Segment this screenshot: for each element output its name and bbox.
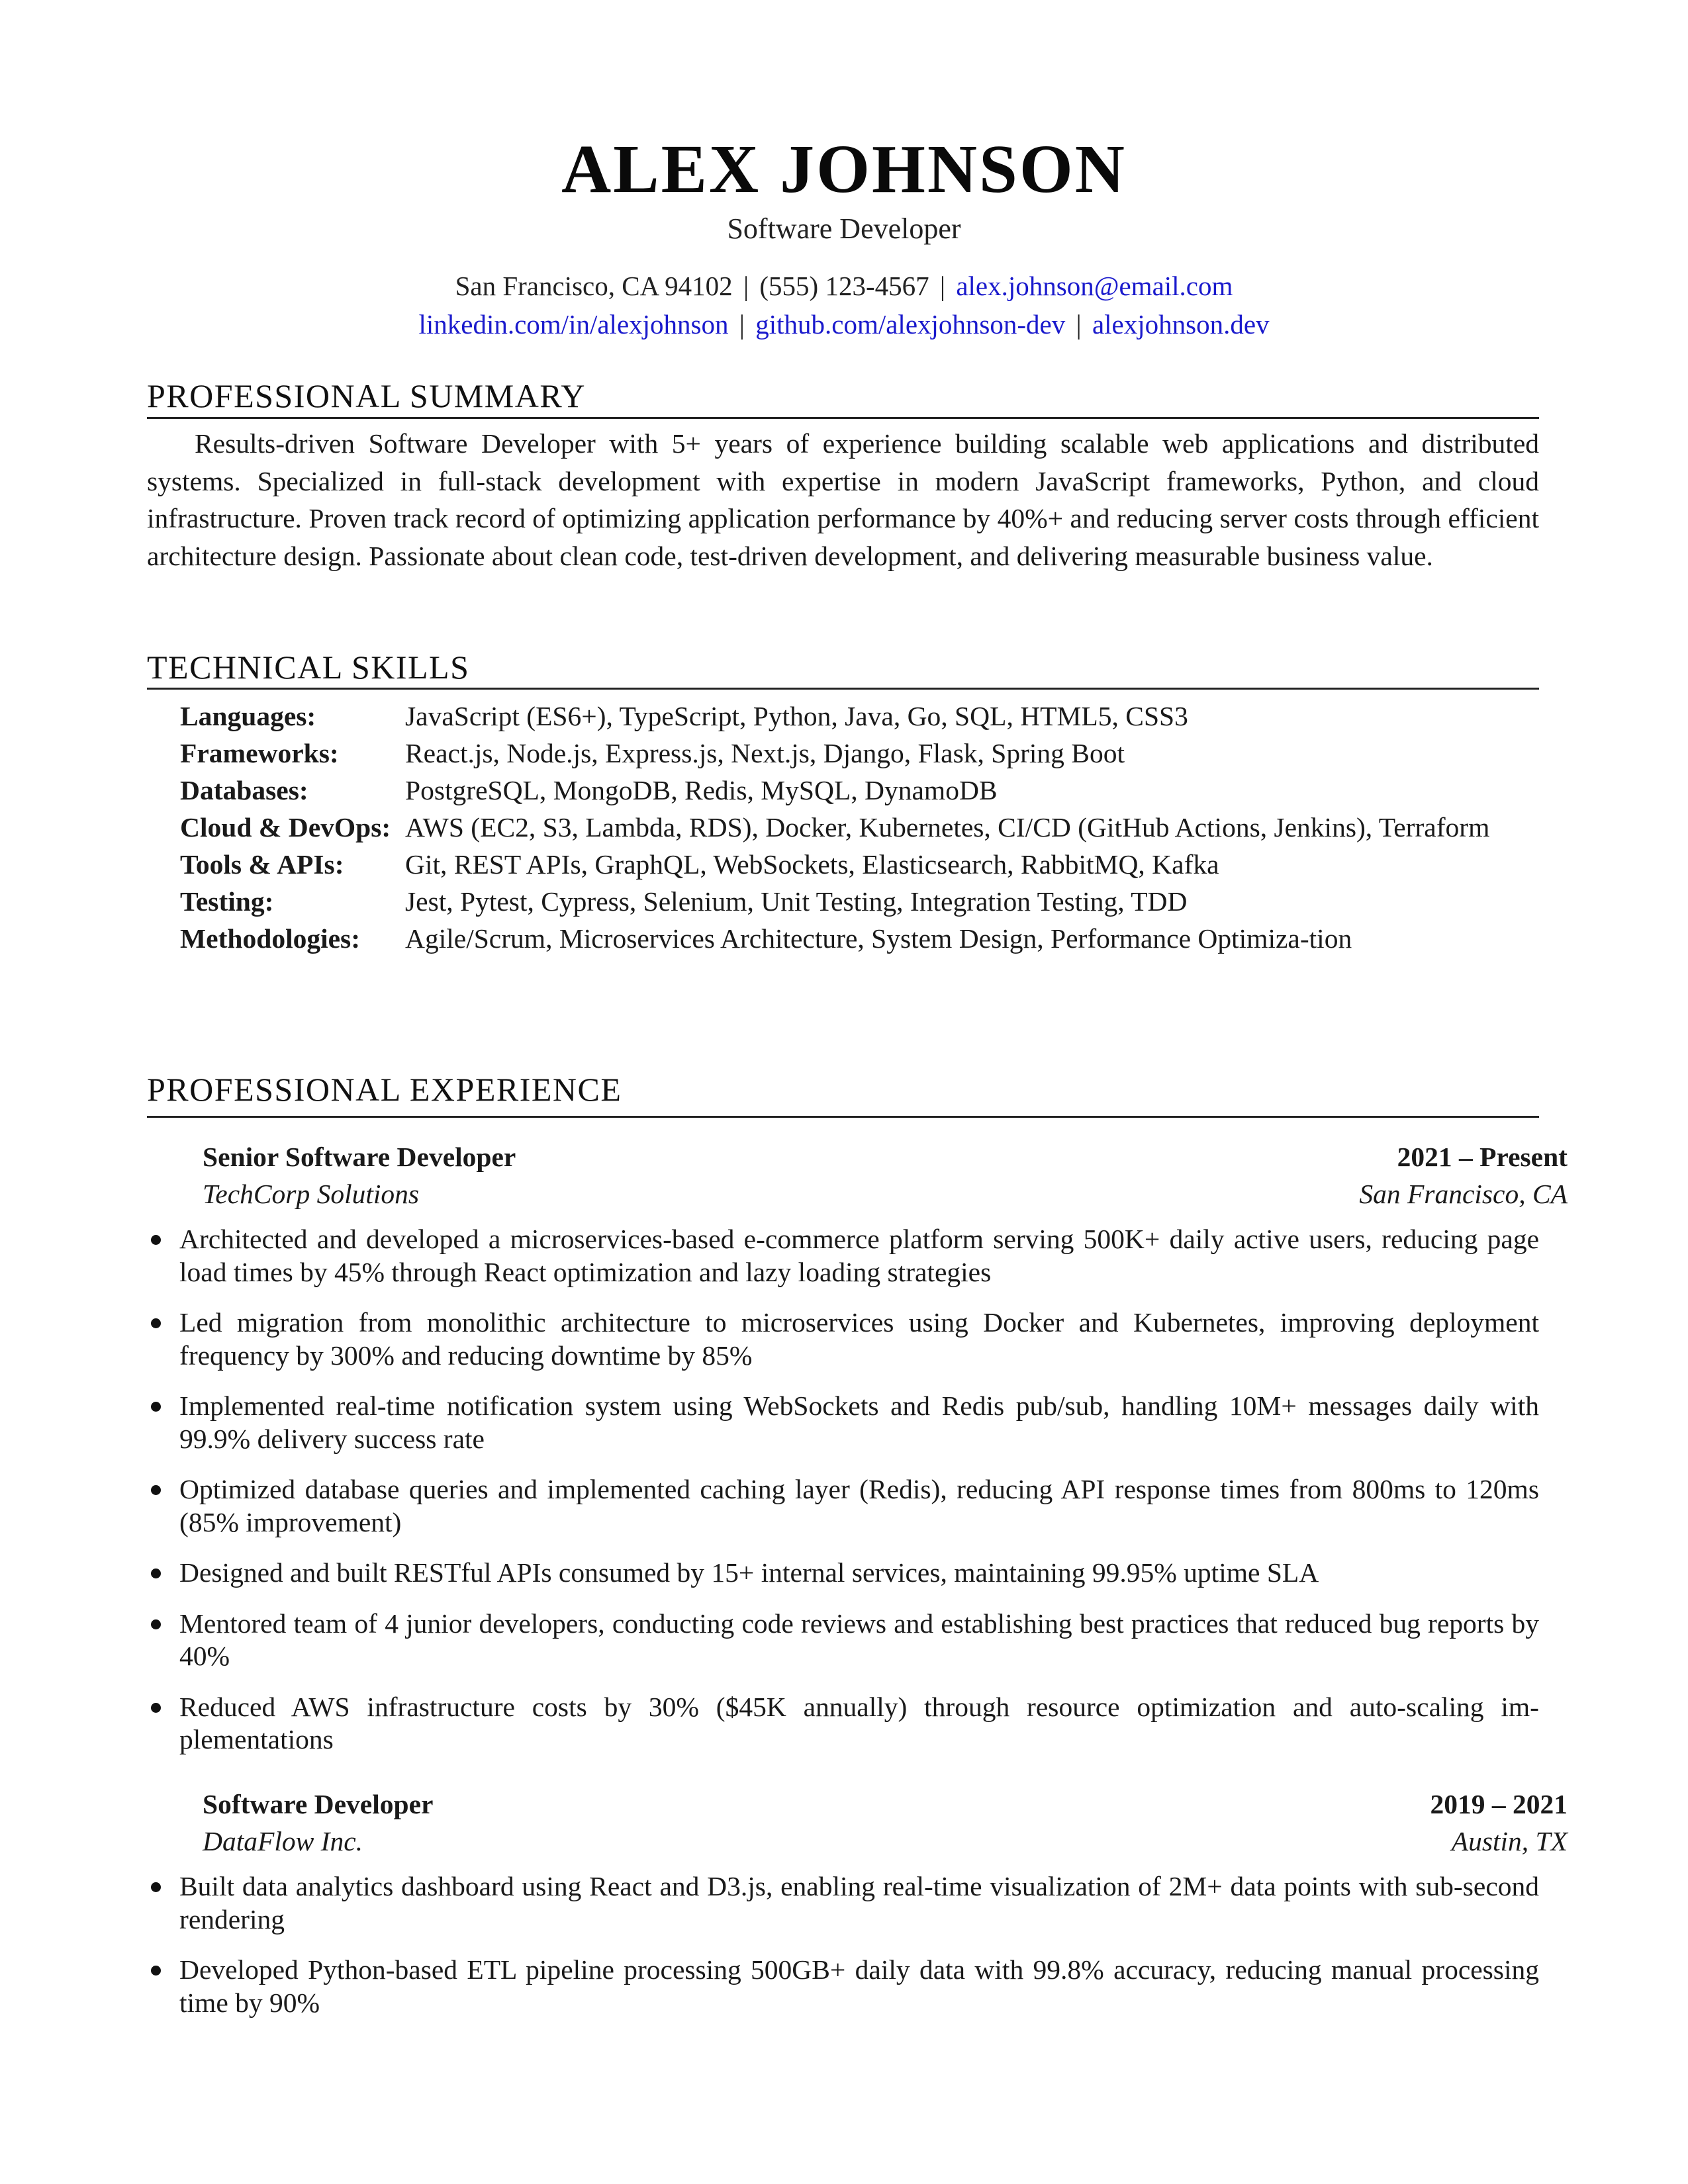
skill-label: Methodologies: xyxy=(180,923,361,954)
job-title: Software Developer xyxy=(203,1789,434,1819)
skill-row-frameworks xyxy=(180,735,1557,772)
phone-text: (555) 123-4567 xyxy=(759,271,929,301)
skill-label: Frameworks: xyxy=(180,738,339,768)
bullet-icon xyxy=(151,1569,161,1578)
list-item xyxy=(147,1557,1539,1590)
list-item xyxy=(147,1473,1539,1539)
contact-line-2 xyxy=(0,306,1688,343)
skill-row-cloud-devops xyxy=(180,809,1557,846)
separator: | xyxy=(739,309,745,340)
bullet-text: Developed Python-based ETL pipeline processing 500GB+ daily data with 99.8% accuracy, reducing manual processing time by 90% xyxy=(179,1954,1539,2018)
bullet-icon xyxy=(151,1882,161,1892)
job-title: Senior Software Developer xyxy=(203,1142,516,1172)
summary-paragraph: Results-driven Software Developer with 5+ years of experience building scalable web applications and distributed systems. Specialized in full-stack development with expertise in modern JavaScript frameworks, Python, and cloud infrastructure. Proven track record of optimizing application performance by 40%+ and reducing server costs through efficient architecture design. Passionate about clean code, test-driven development, and delivering measurable business value. xyxy=(147,428,1539,571)
location-text: San Francisco, CA 94102 xyxy=(455,271,733,301)
skill-label: Cloud & DevOps: xyxy=(180,812,391,842)
list-item xyxy=(147,1608,1539,1673)
skill-value: AWS (EC2, S3, Lambda, RDS), Docker, Kubernetes, CI/CD (GitHub Actions, Jenkins), Terraform xyxy=(405,812,1490,842)
job-company: DataFlow Inc. xyxy=(203,1826,363,1856)
skill-label: Testing: xyxy=(180,886,274,917)
bullet-text: Implemented real-time notification system using WebSockets and Redis pub/sub, handling 10M+ messages daily with 99.9% delivery success rate xyxy=(179,1390,1539,1454)
job-header xyxy=(203,1138,1568,1212)
bullet-text: Mentored team of 4 junior developers, conducting code reviews and establishing best practices that reduced bug reports by 40% xyxy=(179,1608,1539,1671)
list-item xyxy=(147,1691,1539,1756)
job-company-row xyxy=(203,1823,1568,1860)
bullet-icon xyxy=(151,1966,161,1976)
bullet-text: Reduced AWS infrastructure costs by 30% ($45K annually) through resource optimization and auto-scaling im-plementations xyxy=(179,1691,1539,1754)
candidate-title: Software Developer xyxy=(727,212,961,245)
section-heading-experience: PROFESSIONAL EXPERIENCE xyxy=(147,1071,622,1108)
job-location: San Francisco, CA xyxy=(1359,1179,1568,1209)
skills-table xyxy=(180,698,1557,957)
skill-row-testing xyxy=(180,883,1557,920)
skill-row-languages xyxy=(180,698,1557,735)
bullet-text: Architected and developed a microservices-based e-commerce platform serving 500K+ daily active users, reducing page load times by 45% through React optimization and lazy loading strategies xyxy=(179,1224,1539,1287)
job-title-row xyxy=(203,1138,1568,1175)
section-heading-summary: PROFESSIONAL SUMMARY xyxy=(147,377,586,414)
skill-value: PostgreSQL, MongoDB, Redis, MySQL, DynamoDB xyxy=(405,775,998,805)
skill-row-tools-apis xyxy=(180,846,1557,883)
list-item xyxy=(147,1390,1539,1455)
skill-value: React.js, Node.js, Express.js, Next.js, Django, Flask, Spring Boot xyxy=(405,738,1125,768)
bullet-icon xyxy=(151,1318,161,1328)
candidate-name: ALEX JOHNSON xyxy=(561,131,1127,207)
job-bullet-list xyxy=(147,1223,1539,1774)
contact-line-1 xyxy=(0,267,1688,304)
website-link[interactable]: alexjohnson.dev xyxy=(1092,309,1270,340)
bullet-icon xyxy=(151,1485,161,1495)
job-title-row xyxy=(203,1786,1568,1823)
email-link[interactable]: alex.johnson@email.com xyxy=(956,271,1233,301)
job-header xyxy=(203,1786,1568,1860)
section-divider xyxy=(147,417,1539,419)
bullet-icon xyxy=(151,1402,161,1412)
bullet-icon xyxy=(151,1235,161,1245)
skill-label: Languages: xyxy=(180,701,316,731)
bullet-text: Designed and built RESTful APIs consumed by 15+ internal services, maintaining 99.95% uptime SLA xyxy=(179,1557,1319,1588)
separator: | xyxy=(939,271,946,301)
github-link[interactable]: github.com/alexjohnson-dev xyxy=(755,309,1066,340)
bullet-text: Built data analytics dashboard using React and D3.js, enabling real-time visualization of 2M+ data points with sub-second rendering xyxy=(179,1871,1539,1934)
skill-value: JavaScript (ES6+), TypeScript, Python, Java, Go, SQL, HTML5, CSS3 xyxy=(405,701,1188,731)
job-company: TechCorp Solutions xyxy=(203,1179,420,1209)
skill-row-methodologies xyxy=(180,920,1557,957)
separator: | xyxy=(743,271,749,301)
section-heading-skills: TECHNICAL SKILLS xyxy=(147,649,470,686)
skill-value: Git, REST APIs, GraphQL, WebSockets, Elasticsearch, RabbitMQ, Kafka xyxy=(405,849,1219,880)
job-bullet-list xyxy=(147,1870,1539,2037)
bullet-text: Led migration from monolithic architecture to microservices using Docker and Kubernetes, improving deployment frequency by 300% and reducing downtime by 85% xyxy=(179,1307,1539,1371)
list-item xyxy=(147,1306,1539,1372)
list-item xyxy=(147,1954,1539,2019)
skill-label: Databases: xyxy=(180,775,308,805)
linkedin-link[interactable]: linkedin.com/in/alexjohnson xyxy=(418,309,729,340)
separator: | xyxy=(1076,309,1082,340)
skill-label: Tools & APIs: xyxy=(180,849,344,880)
job-dates: 2019 – 2021 xyxy=(1430,1789,1568,1819)
list-item xyxy=(147,1223,1539,1289)
skill-value: Jest, Pytest, Cypress, Selenium, Unit Testing, Integration Testing, TDD xyxy=(405,886,1188,917)
section-divider xyxy=(147,688,1539,690)
job-location: Austin, TX xyxy=(1451,1826,1568,1856)
job-company-row xyxy=(203,1175,1568,1212)
bullet-text: Optimized database queries and implemented caching layer (Redis), reducing API response times from 800ms to 120ms (85% improvement) xyxy=(179,1474,1539,1537)
job-dates: 2021 – Present xyxy=(1397,1142,1568,1172)
bullet-icon xyxy=(151,1703,161,1713)
skill-value: Agile/Scrum, Microservices Architecture, System Design, Performance Optimiza-tion xyxy=(405,923,1352,954)
section-divider xyxy=(147,1116,1539,1118)
skill-row-databases xyxy=(180,772,1557,809)
bullet-icon xyxy=(151,1619,161,1629)
list-item xyxy=(147,1870,1539,1936)
